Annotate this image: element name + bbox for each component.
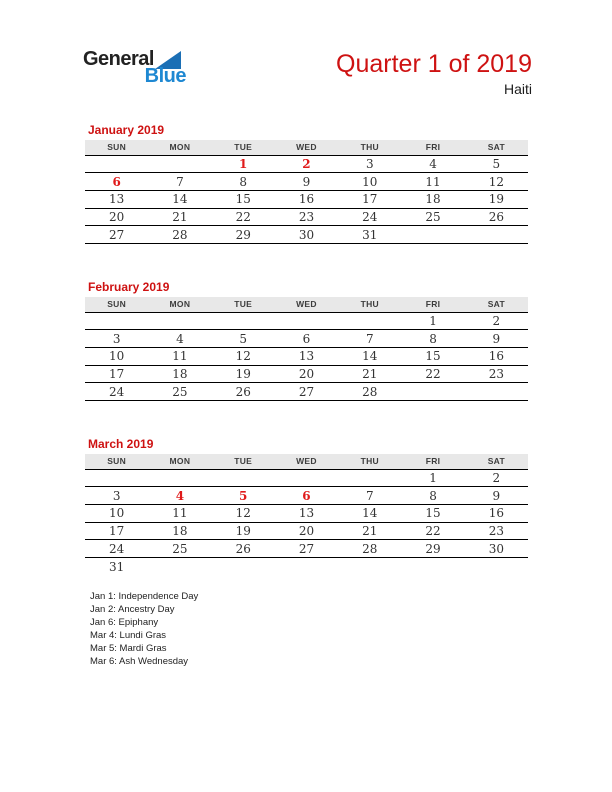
day-cell: 22 (212, 208, 275, 226)
day-cell: 31 (338, 226, 401, 244)
day-cell: 26 (212, 540, 275, 558)
day-cell: 11 (401, 173, 464, 191)
day-cell: 17 (338, 190, 401, 208)
week-row (85, 522, 528, 540)
day-cell: 23 (275, 208, 338, 226)
general-blue-logo (83, 49, 187, 86)
day-cell: 16 (465, 504, 528, 522)
day-cell: 23 (465, 522, 528, 540)
day-cell: 1 (401, 312, 464, 330)
day-cell: 15 (401, 347, 464, 365)
empty-cell (275, 557, 338, 575)
day-cell: 20 (275, 365, 338, 383)
weekday-header: TUE (212, 140, 275, 155)
day-cell: 20 (85, 208, 148, 226)
weekday-header: SUN (85, 140, 148, 155)
weekday-header: TUE (212, 454, 275, 469)
logo-text-general: General (83, 48, 154, 70)
empty-cell (148, 312, 211, 330)
weekday-header: WED (275, 454, 338, 469)
week-row (85, 469, 528, 487)
day-cell: 11 (148, 347, 211, 365)
month-section-january (85, 123, 528, 244)
day-cell: 9 (465, 487, 528, 505)
day-cell: 5 (212, 330, 275, 348)
day-cell: 28 (338, 383, 401, 401)
week-row (85, 487, 528, 505)
week-row (85, 557, 528, 575)
weekday-header: MON (148, 454, 211, 469)
weekday-header: THU (338, 140, 401, 155)
empty-cell (338, 557, 401, 575)
day-cell: 21 (338, 365, 401, 383)
day-cell: 20 (275, 522, 338, 540)
empty-cell (148, 155, 211, 173)
day-cell: 16 (275, 190, 338, 208)
day-cell: 28 (338, 540, 401, 558)
day-cell: 29 (212, 226, 275, 244)
holiday-item: Mar 6: Ash Wednesday (90, 655, 189, 667)
day-cell: 2 (465, 312, 528, 330)
day-cell: 25 (148, 540, 211, 558)
weekday-header: SUN (85, 297, 148, 312)
country-label: Haiti (503, 81, 532, 97)
day-cell: 17 (85, 522, 148, 540)
weekday-header: MON (148, 140, 211, 155)
month-title: March 2019 (88, 437, 154, 451)
day-cell: 26 (212, 383, 275, 401)
weekday-header: SUN (85, 454, 148, 469)
day-cell: 8 (401, 330, 464, 348)
day-cell: 21 (148, 208, 211, 226)
day-cell: 23 (465, 365, 528, 383)
day-cell: 6 (275, 487, 338, 505)
week-row (85, 173, 528, 191)
day-cell: 13 (85, 190, 148, 208)
day-cell: 2 (465, 469, 528, 487)
day-cell: 19 (212, 522, 275, 540)
day-cell: 17 (85, 365, 148, 383)
holiday-item: Jan 6: Epiphany (90, 616, 159, 628)
day-cell: 27 (275, 540, 338, 558)
day-cell: 12 (212, 347, 275, 365)
page-title: Quarter 1 of 2019 (336, 50, 532, 78)
day-cell: 12 (212, 504, 275, 522)
week-row (85, 330, 528, 348)
day-cell: 8 (212, 173, 275, 191)
month-calendar-table (85, 297, 528, 401)
month-section-february (85, 280, 528, 401)
day-cell: 5 (465, 155, 528, 173)
day-cell: 11 (148, 504, 211, 522)
day-cell: 10 (85, 347, 148, 365)
day-cell: 14 (338, 347, 401, 365)
day-cell: 18 (148, 365, 211, 383)
empty-cell (465, 226, 528, 244)
day-cell: 6 (275, 330, 338, 348)
day-cell: 7 (148, 173, 211, 191)
holiday-item: Mar 5: Mardi Gras (90, 642, 167, 654)
day-cell: 8 (401, 487, 464, 505)
empty-cell (275, 312, 338, 330)
day-cell: 21 (338, 522, 401, 540)
empty-cell (401, 557, 464, 575)
week-row (85, 540, 528, 558)
weekday-header: FRI (401, 297, 464, 312)
day-cell: 15 (212, 190, 275, 208)
weekday-header-row (85, 297, 528, 312)
holiday-item: Jan 1: Independence Day (90, 591, 199, 602)
month-calendar-table (85, 140, 528, 244)
day-cell: 10 (338, 173, 401, 191)
empty-cell (401, 226, 464, 244)
weekday-header: FRI (401, 454, 464, 469)
empty-cell (465, 383, 528, 401)
day-cell: 24 (85, 383, 148, 401)
day-cell: 12 (465, 173, 528, 191)
empty-cell (212, 312, 275, 330)
empty-cell (85, 312, 148, 330)
logo-text-blue: Blue (144, 65, 186, 87)
week-row (85, 190, 528, 208)
day-cell: 19 (465, 190, 528, 208)
day-cell: 3 (338, 155, 401, 173)
empty-cell (148, 557, 211, 575)
week-row (85, 226, 528, 244)
weekday-header-row (85, 140, 528, 155)
empty-cell (401, 383, 464, 401)
day-cell: 22 (401, 365, 464, 383)
weekday-header: FRI (401, 140, 464, 155)
day-cell: 1 (212, 155, 275, 173)
day-cell: 4 (148, 330, 211, 348)
day-cell: 9 (275, 173, 338, 191)
day-cell: 30 (465, 540, 528, 558)
weekday-header: THU (338, 454, 401, 469)
day-cell: 2 (275, 155, 338, 173)
weekday-header: WED (275, 297, 338, 312)
day-cell: 25 (148, 383, 211, 401)
day-cell: 24 (85, 540, 148, 558)
day-cell: 27 (275, 383, 338, 401)
day-cell: 1 (401, 469, 464, 487)
weekday-header: SAT (465, 297, 528, 312)
weekday-header: SAT (465, 454, 528, 469)
day-cell: 7 (338, 330, 401, 348)
day-cell: 7 (338, 487, 401, 505)
day-cell: 15 (401, 504, 464, 522)
day-cell: 19 (212, 365, 275, 383)
day-cell: 29 (401, 540, 464, 558)
day-cell: 22 (401, 522, 464, 540)
month-title: January 2019 (88, 123, 165, 137)
day-cell: 6 (85, 173, 148, 191)
week-row (85, 347, 528, 365)
day-cell: 13 (275, 504, 338, 522)
empty-cell (85, 155, 148, 173)
weekday-header: WED (275, 140, 338, 155)
weekday-header: SAT (465, 140, 528, 155)
day-cell: 28 (148, 226, 211, 244)
weekday-header-row (85, 454, 528, 469)
empty-cell (275, 469, 338, 487)
holiday-item: Jan 2: Ancestry Day (90, 603, 175, 615)
empty-cell (338, 469, 401, 487)
empty-cell (212, 557, 275, 575)
week-row (85, 312, 528, 330)
day-cell: 9 (465, 330, 528, 348)
day-cell: 3 (85, 330, 148, 348)
empty-cell (338, 312, 401, 330)
weekday-header: THU (338, 297, 401, 312)
day-cell: 4 (148, 487, 211, 505)
month-title: February 2019 (88, 280, 170, 294)
month-calendar-table (85, 454, 528, 575)
empty-cell (465, 557, 528, 575)
week-row (85, 155, 528, 173)
day-cell: 26 (465, 208, 528, 226)
day-cell: 30 (275, 226, 338, 244)
month-section-march (85, 437, 528, 575)
day-cell: 3 (85, 487, 148, 505)
holiday-list (90, 591, 198, 668)
header-title-block (336, 51, 532, 97)
weekday-header: TUE (212, 297, 275, 312)
week-row (85, 365, 528, 383)
day-cell: 13 (275, 347, 338, 365)
weekday-header: MON (148, 297, 211, 312)
empty-cell (212, 469, 275, 487)
week-row (85, 383, 528, 401)
empty-cell (85, 469, 148, 487)
day-cell: 31 (109, 559, 125, 574)
day-cell: 4 (401, 155, 464, 173)
week-row (85, 208, 528, 226)
week-row (85, 504, 528, 522)
day-cell: 10 (85, 504, 148, 522)
day-cell: 14 (338, 504, 401, 522)
day-cell: 18 (401, 190, 464, 208)
day-cell: 18 (148, 522, 211, 540)
holiday-item: Mar 4: Lundi Gras (90, 629, 167, 641)
day-cell: 5 (212, 487, 275, 505)
day-cell: 24 (338, 208, 401, 226)
day-cell: 16 (465, 347, 528, 365)
empty-cell (148, 469, 211, 487)
day-cell: 14 (148, 190, 211, 208)
day-cell: 25 (401, 208, 464, 226)
day-cell: 27 (85, 226, 148, 244)
